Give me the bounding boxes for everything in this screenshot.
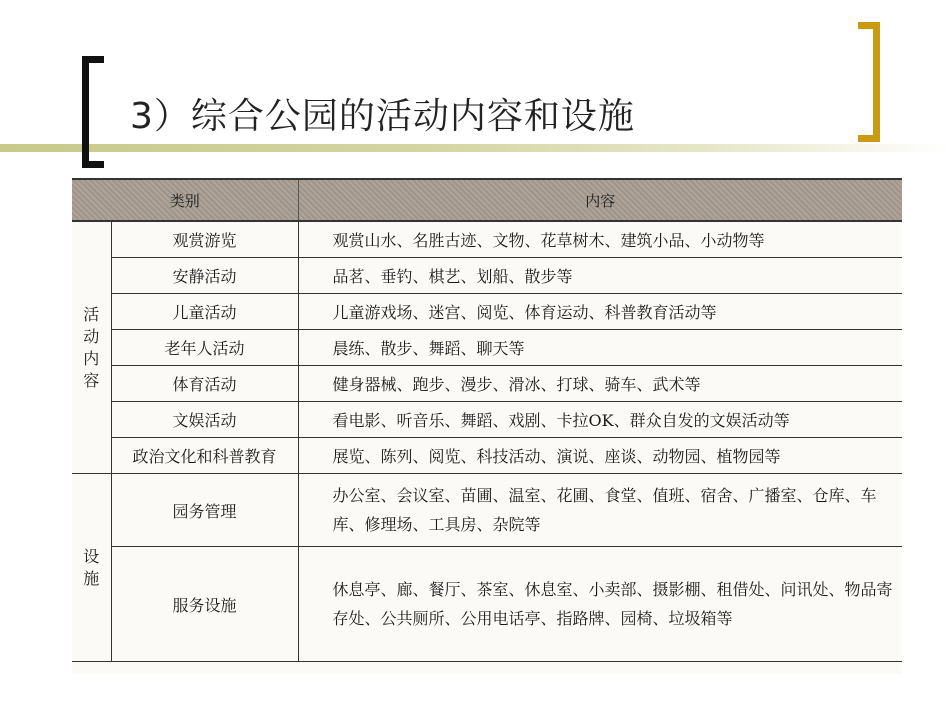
row-category: 体育活动 [111, 366, 298, 402]
table-header-row [72, 179, 902, 221]
row-content: 观赏山水、名胜古迹、文物、花草树木、建筑小品、小动物等 [298, 221, 902, 258]
table-row [72, 402, 902, 438]
group-label-char: 容 [83, 370, 100, 390]
row-category: 服务设施 [111, 547, 298, 662]
table-row [72, 330, 902, 366]
group-label-activities [72, 221, 111, 474]
title-underline-rule [0, 144, 950, 152]
group-label-char: 动 [83, 326, 100, 346]
header-category: 类别 [72, 179, 298, 221]
row-category: 老年人活动 [111, 330, 298, 366]
row-category: 儿童活动 [111, 294, 298, 330]
row-category: 安静活动 [111, 258, 298, 294]
group-label-char: 施 [83, 568, 100, 588]
right-bracket-decoration [858, 22, 880, 142]
row-category: 政治文化和科普教育 [111, 438, 298, 474]
row-content: 休息亭、廊、餐厅、茶室、休息室、小卖部、摄影棚、租借处、问讯处、物品寄存处、公共厕所、公用电话亭、指路牌、园椅、垃圾箱等 [298, 547, 902, 662]
row-content: 展览、陈列、阅览、科技活动、演说、座谈、动物园、植物园等 [298, 438, 902, 474]
row-content: 看电影、听音乐、舞蹈、戏剧、卡拉OK、群众自发的文娱活动等 [298, 402, 902, 438]
table-row [72, 294, 902, 330]
row-category: 观赏游览 [111, 221, 298, 258]
row-category: 园务管理 [111, 474, 298, 547]
table-row [72, 221, 902, 258]
group-label-facilities [72, 474, 111, 662]
row-content: 健身器械、跑步、漫步、滑冰、打球、骑车、武术等 [298, 366, 902, 402]
table-row [72, 547, 902, 662]
row-content: 品茗、垂钓、棋艺、划船、散步等 [298, 258, 902, 294]
left-bracket-decoration [82, 56, 104, 168]
slide-title: 3）综合公园的活动内容和设施 [130, 96, 635, 137]
table-row [72, 474, 902, 547]
table-row [72, 366, 902, 402]
table-row [72, 258, 902, 294]
header-content: 内容 [298, 179, 902, 221]
activity-facility-table [72, 178, 902, 662]
row-content: 办公室、会议室、苗圃、温室、花圃、食堂、值班、宿舍、广播室、仓库、车库、修理场、工具房、杂院等 [298, 474, 902, 547]
table-row [72, 438, 902, 474]
group-label-char: 内 [83, 348, 100, 368]
row-content: 晨练、散步、舞蹈、聊天等 [298, 330, 902, 366]
group-label-char: 活 [83, 304, 100, 324]
row-category: 文娱活动 [111, 402, 298, 438]
row-content: 儿童游戏场、迷宫、阅览、体育运动、科普教育活动等 [298, 294, 902, 330]
group-label-char: 设 [83, 546, 100, 566]
